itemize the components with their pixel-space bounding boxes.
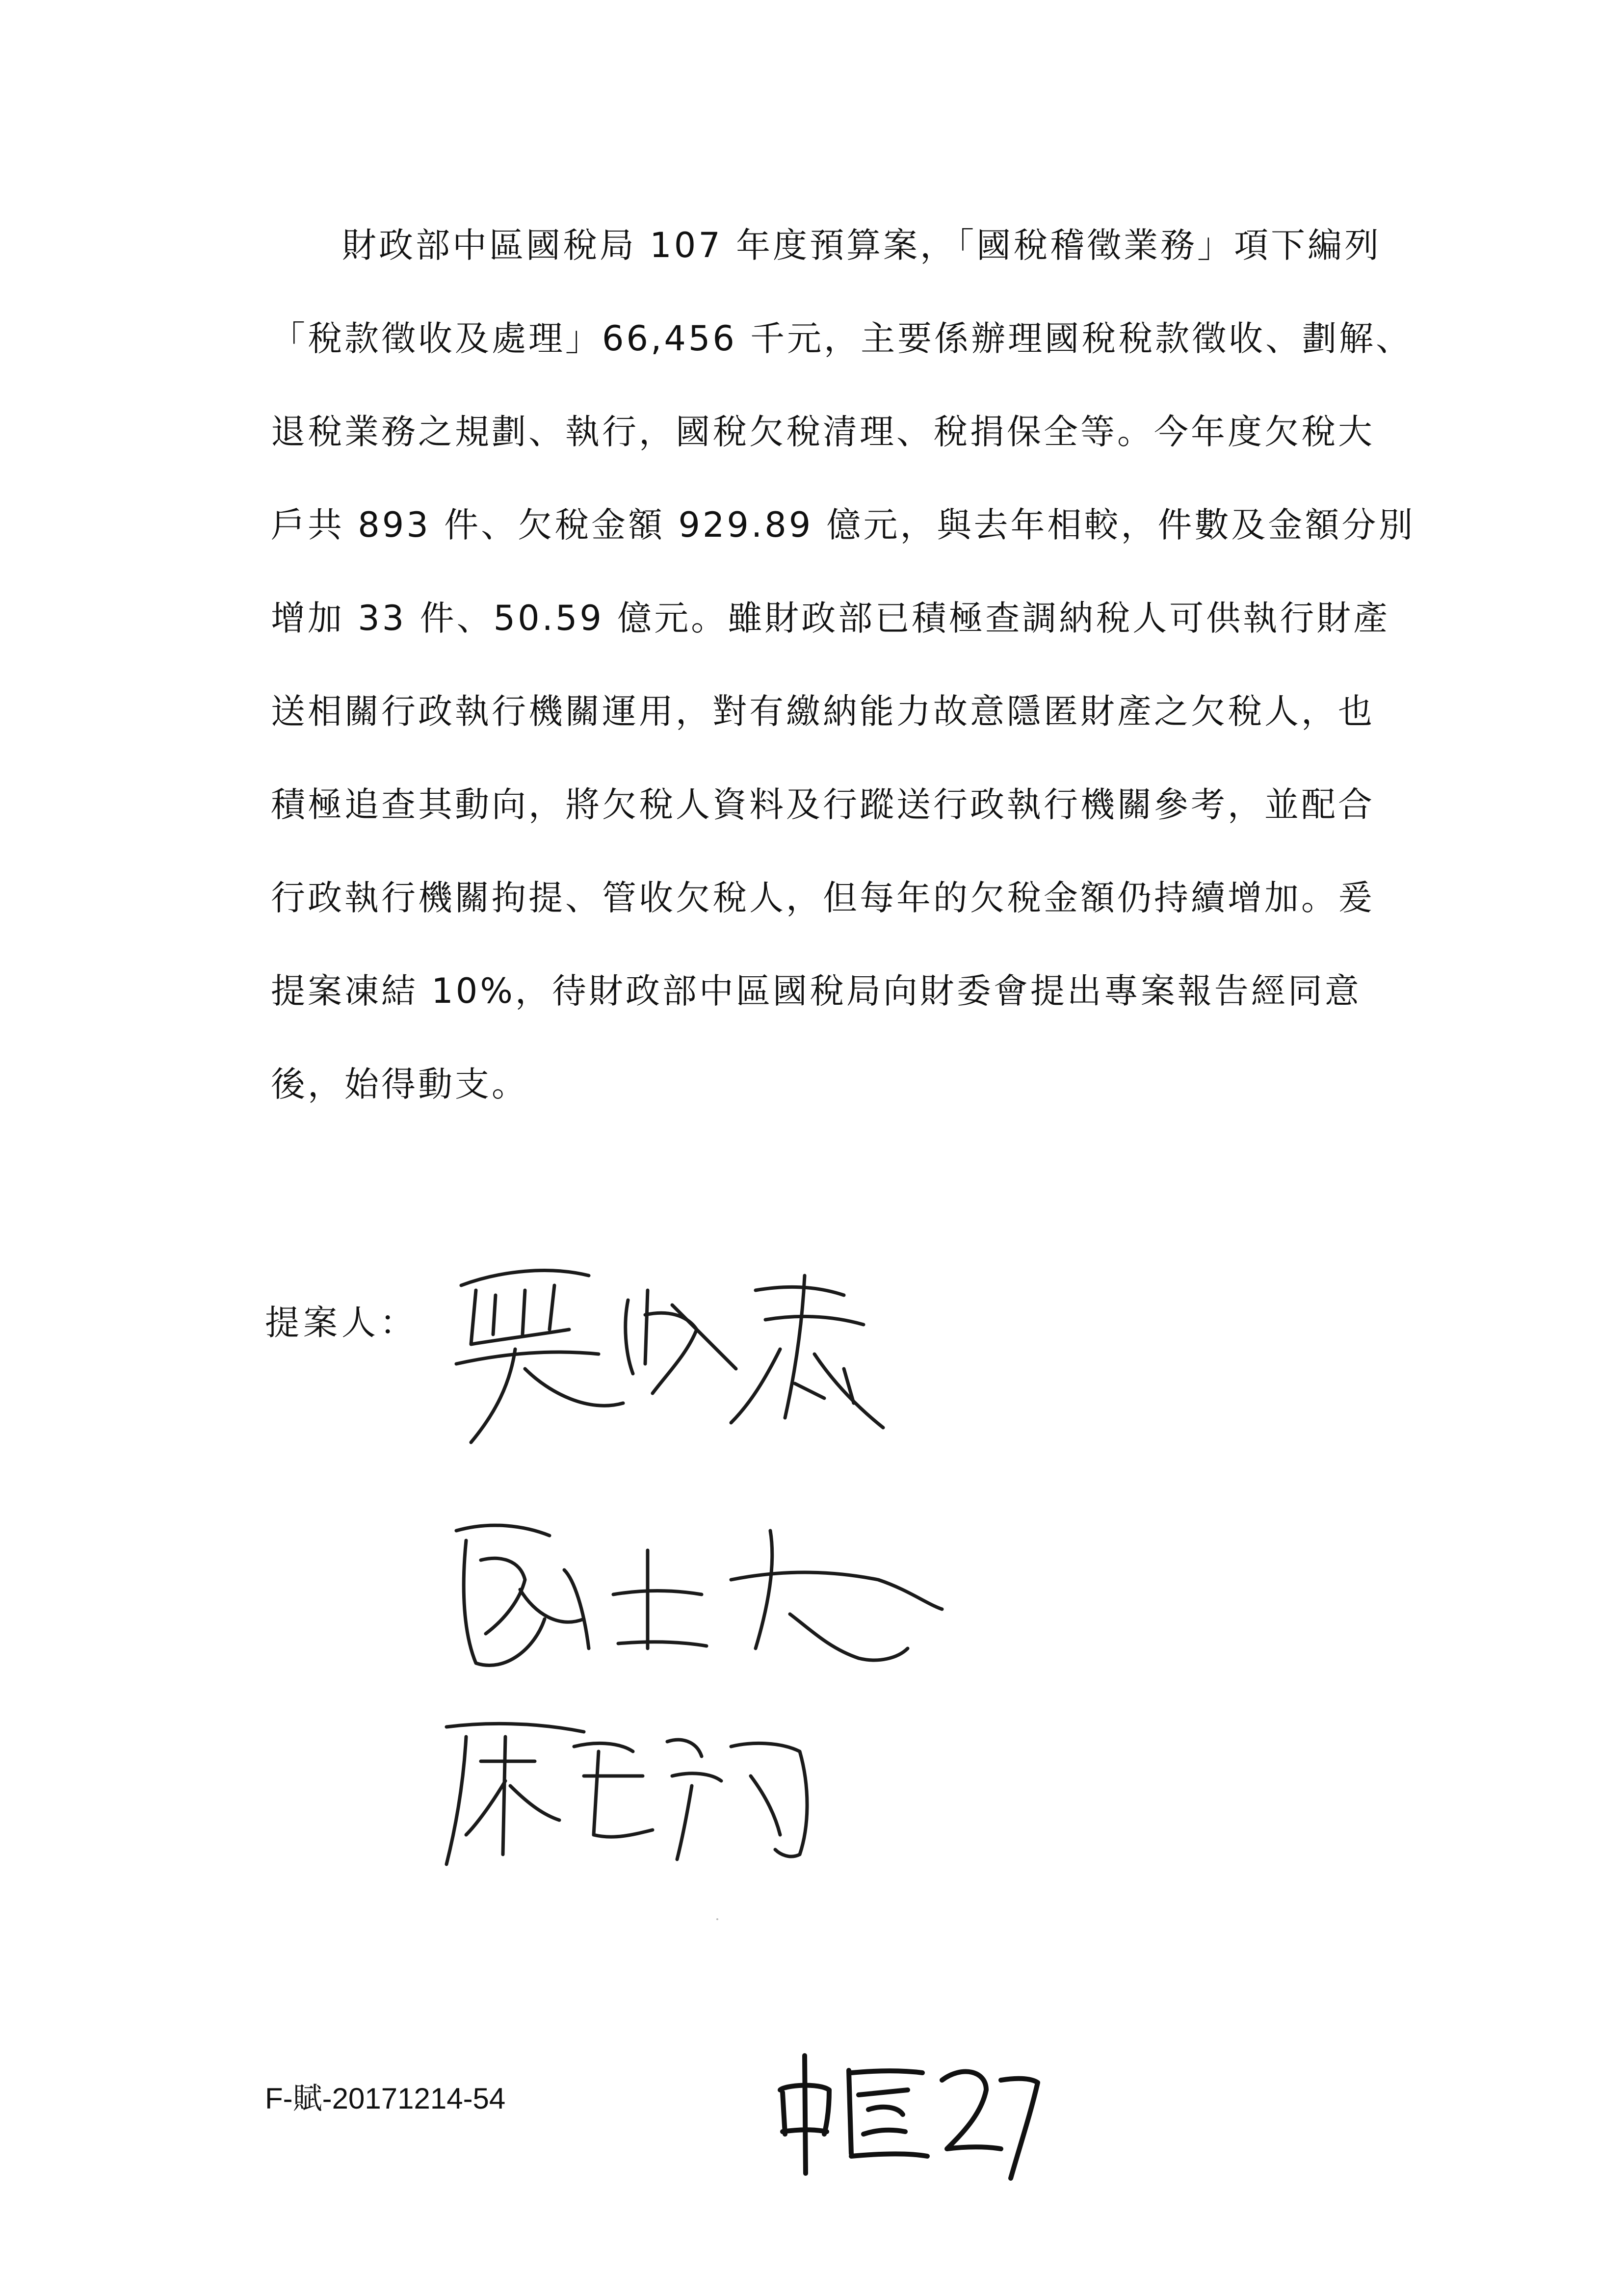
body-line-7: 積極追查其動向，將欠稅人資料及行蹤送行政執行機關參考，並配合 [271, 784, 1375, 825]
body-line-5: 增加 33 件、50.59 億元。雖財政部已積極查調納稅人可供執行財產 [271, 598, 1390, 638]
proposer-label: 提案人： [265, 1303, 418, 1343]
proposal-body [271, 216, 1415, 1148]
body-line-10: 後，始得動支。 [271, 1064, 528, 1104]
body-line-3: 退稅業務之規劃、執行，國稅欠稅清理、稅捐保全等。今年度欠稅大 [271, 412, 1375, 452]
body-line-1: 財政部中區國稅局 107 年度預算案，「國稅稽徵業務」項下編列 [342, 225, 1382, 265]
handwritten-region-note [765, 2036, 1040, 2183]
body-line-4: 戶共 893 件、欠稅金額 929.89 億元，與去年相較，件數及金額分別 [271, 505, 1415, 545]
body-line-9: 提案凍結 10%，待財政部中區國稅局向財委會提出專案報告經同意 [271, 971, 1362, 1011]
handwritten-signature-2 [437, 1501, 952, 1688]
document-number: F-賦-20171214-54 [265, 2082, 506, 2115]
handwritten-signature-3 [437, 1707, 854, 1874]
body-line-8: 行政執行機關拘提、管收欠稅人，但每年的欠稅金額仍持續增加。爰 [271, 878, 1375, 918]
body-line-6: 送相關行政執行機關運用，對有繳納能力故意隱匿財產之欠稅人，也 [271, 691, 1375, 731]
body-line-2: 「稅款徵收及處理」66,456 千元，主要係辦理國稅稅款徵收、劃解、 [271, 318, 1413, 359]
scan-speck [716, 1918, 718, 1920]
handwritten-signature-1 [442, 1256, 908, 1462]
